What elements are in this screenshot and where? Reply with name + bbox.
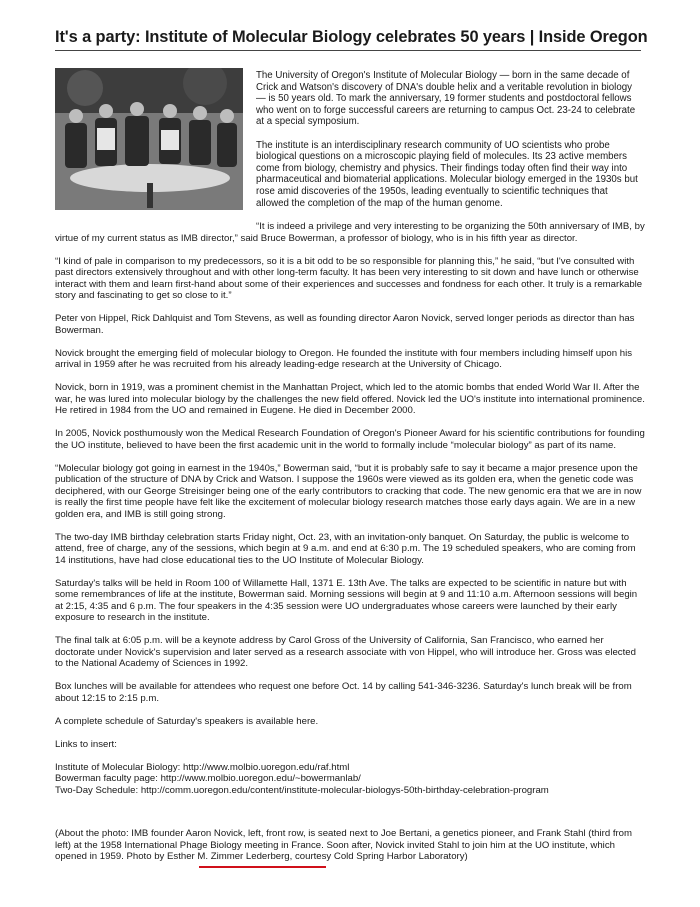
link-imb[interactable]: Institute of Molecular Biology: http://www.molbio.uoregon.edu/raf.html bbox=[55, 761, 350, 773]
body-paragraph: Peter von Hippel, Rick Dahlquist and Tom Stevens, as well as founding director Aaron Novick, served longer periods as director than has Bowerman. bbox=[55, 313, 635, 336]
schedule-paragraph: A complete schedule of Saturday's speakers is available here. bbox=[55, 715, 319, 727]
body-paragraph: In 2005, Novick posthumously won the Medical Research Foundation of Oregon's Pioneer Award for his scientific contributions for founding the UO institute, believed to have been the first academic unit in the world to formally include “molecular biology” as part of its name. bbox=[55, 428, 645, 451]
group-photo-image bbox=[55, 68, 243, 210]
body-paragraph: Box lunches will be available for attendees who request one before Oct. 14 by calling 541-346-3236. Saturday's lunch break will be from about 12:15 to 2:15 p.m. bbox=[55, 681, 632, 704]
intro-text bbox=[256, 70, 641, 221]
body-paragraph-text: “It is indeed a privilege and very interesting to be organizing the 50th anniversary of IMB, by virtue of my current status as IMB director,” said Bruce Bowerman, a professor of biology, who is in his fifth year as director. bbox=[55, 221, 645, 244]
article-body bbox=[55, 221, 645, 796]
page-title: It's a party: Institute of Molecular Biology celebrates 50 years | Inside Oregon bbox=[55, 28, 648, 46]
body-paragraph bbox=[55, 221, 645, 244]
intro-paragraph: The institute is an interdisciplinary research community of UO scientists who probe biological questions on a microscopic playing field of molecules. Its 23 active members come from biology, chemistry and physics. Their findings today often find their way into pharmaceutical and biomaterial applications. Molecular biology emerged in the 1930s but rose amid discoveries of the 1950s, leading eventually to scientific techniques that allowed the completion of the map of the human genome. bbox=[256, 139, 638, 209]
intro-paragraph: The University of Oregon's Institute of Molecular Biology — born in the same decade of Crick and Watson's discovery of DNA's double helix and a veritable revolution in biology — is 50 years old. To mark the anniversary, 19 former students and postdoctoral fellows who went on to forge successful careers are returning to campus Oct. 23-24 to celebrate at a special symposium. bbox=[256, 70, 636, 128]
title-divider bbox=[55, 50, 641, 51]
body-paragraph: “Molecular biology got going in earnest in the 1940s,” Bowerman said, “but it is probably safe to say it became a major presence upon the publication of the structure of DNA by Crick and Watson. I suppose the 1960s were viewed as its golden era, when the genetic code was deciphered, with our George Streisinger being one of the early contributors to cracking that code. The new genomic era that we are in now is really the first time people have felt like the excitement of molecular biology research matches those early days again. We are in a new golden era, and IMB is still going strong. bbox=[55, 462, 642, 520]
photo-caption: (About the photo: IMB founder Aaron Novick, left, front row, is seated next to Joe Bertani, a genetics pioneer, and Frank Stahl (third from left) at the 1958 International Phage Biology meeting in France. Soon after, Novick invited Stahl to join him at the UO institute, which opened in 1959. Photo by Esther M. Zimmer Lederberg, courtesy Cold Spring Harbor Laboratory) bbox=[55, 828, 633, 862]
group-photo bbox=[55, 68, 243, 210]
links-list bbox=[55, 762, 645, 797]
red-underline-annotation bbox=[199, 866, 326, 868]
body-paragraph: “I kind of pale in comparison to my predecessors, so it is a bit odd to be so responsible for planning this,” he said, “but I've consulted with past directors extensively throughout and with other long-term faculty. It has been very interesting to sit down and have lunch or otherwise interact with them and learn first-hand about some of their experiences and successes and fondness for each other. It truly is a remarkable story and fascinating to get so close to it.” bbox=[55, 255, 643, 301]
link-schedule[interactable]: Two-Day Schedule: http://comm.uoregon.edu/content/institute-molecular-biologys-50th-birthday-celebration-program bbox=[55, 784, 549, 796]
body-paragraph: The final talk at 6:05 p.m. will be a keynote address by Carol Gross of the University of California, San Francisco, who earned her doctorate under Novick's supervision and later served as a research associate with von Hippel, who will introduce her. Gross was elected to the National Academy of Sciences in 1992. bbox=[55, 635, 636, 669]
body-paragraph: The two-day IMB birthday celebration starts Friday night, Oct. 23, with an invitation-only banquet. On Saturday, the public is welcome to attend, free of charge, any of the sessions, which begin at 9 a.m. and end at 6:30 p.m. The 19 scheduled speakers, who are coming from 14 institutions, have had close educational ties to the UO Institute of Molecular Biology. bbox=[55, 531, 636, 566]
link-bowerman[interactable]: Bowerman faculty page: http://www.molbio.uoregon.edu/~bowermanlab/ bbox=[55, 773, 361, 784]
links-heading: Links to insert: bbox=[55, 738, 117, 750]
body-paragraph: Novick, born in 1919, was a prominent chemist in the Manhattan Project, which led to the atomic bombs that ended World War II. After the war, he was lured into molecular biology by the challenges the new field offered. Novick led the UO's institute into international prominence. He retired in 1984 from the UO and remained in Eugene. He died in December 2000. bbox=[55, 382, 645, 416]
body-paragraph: Saturday's talks will be held in Room 100 of Willamette Hall, 1371 E. 13th Ave. The talks are expected to be scientific in nature but with some remembrances of life at the institute, Bowerman said. Morning sessions will begin at 9 and 11:10 a.m. Afternoon sessions will begin at 2:15, 4:35 and 6 p.m. The four speakers in the 4:35 session were UO undergraduates whose careers were launched by their early exposure to research in the institute. bbox=[55, 577, 638, 623]
body-paragraph: Novick brought the emerging field of molecular biology to Oregon. He founded the institute with four members including himself upon his arrival in 1959 after he was recruited from his already leading-edge research at the University of Chicago. bbox=[55, 347, 633, 370]
